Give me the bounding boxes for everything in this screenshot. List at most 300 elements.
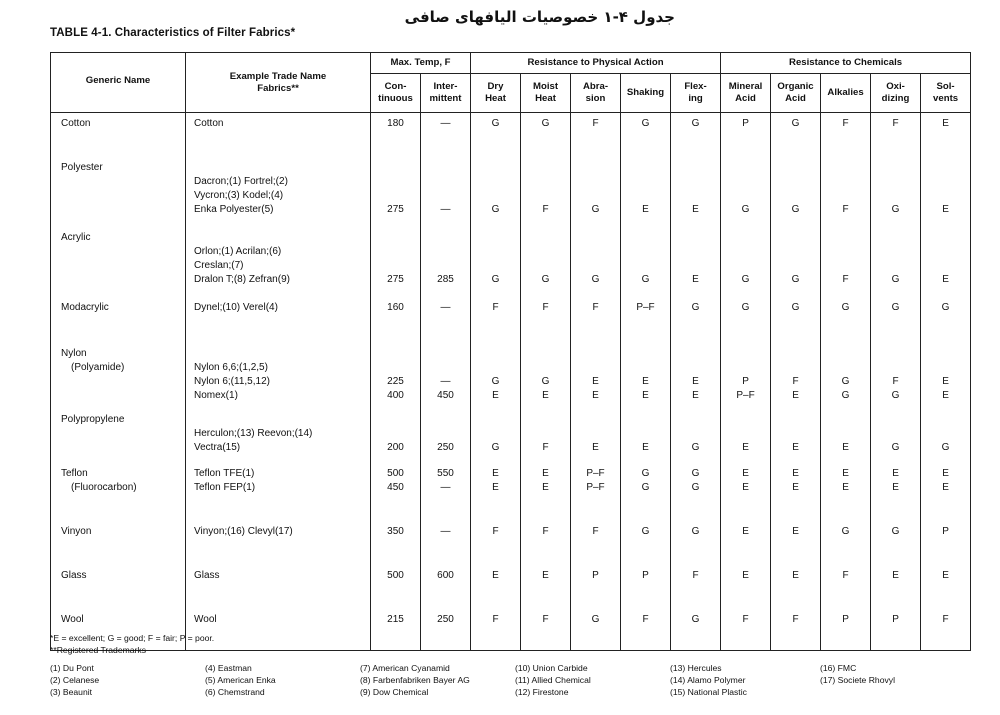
rating-value: G bbox=[891, 301, 900, 313]
rating-value: E bbox=[542, 467, 549, 479]
rating-value: E bbox=[892, 481, 899, 493]
rating-value: F bbox=[592, 301, 599, 313]
reference-item: (11) Allied Chemical bbox=[515, 675, 591, 685]
rating-cell bbox=[421, 521, 471, 565]
rating-cell bbox=[671, 565, 721, 609]
table-row bbox=[51, 565, 971, 609]
reference-column bbox=[820, 662, 895, 686]
rating-value: E bbox=[942, 481, 949, 493]
rating-value: F bbox=[742, 613, 749, 625]
rating-cell bbox=[871, 463, 921, 521]
trade-name: Nylon 6;(11,5,12) bbox=[194, 375, 270, 387]
table-row bbox=[51, 113, 971, 157]
reference-item: (14) Alamo Polymer bbox=[670, 675, 746, 685]
rating-value: E bbox=[642, 389, 649, 401]
trade-name: Nomex(1) bbox=[194, 389, 238, 401]
rating-cell bbox=[621, 157, 671, 227]
rating-value: G bbox=[841, 525, 850, 537]
rating-value: E bbox=[792, 441, 799, 453]
header-generic-name: Generic Name bbox=[51, 53, 186, 113]
trade-name-cell bbox=[186, 297, 371, 343]
rating-cell bbox=[371, 409, 421, 463]
rating-value: 450 bbox=[437, 389, 454, 401]
rating-value: F bbox=[692, 569, 699, 581]
rating-value: G bbox=[691, 613, 700, 625]
rating-value: 500 bbox=[387, 569, 404, 581]
rating-value: G bbox=[691, 441, 700, 453]
rating-value: F bbox=[492, 525, 499, 537]
rating-value: E bbox=[942, 375, 949, 387]
rating-value: G bbox=[841, 375, 850, 387]
generic-name: (Polyamide) bbox=[71, 361, 125, 373]
rating-value: F bbox=[792, 375, 799, 387]
rating-value: E bbox=[492, 389, 499, 401]
rating-cell bbox=[921, 227, 971, 297]
trade-name: Wool bbox=[194, 613, 217, 625]
rating-value: — bbox=[440, 203, 451, 215]
rating-value: P–F bbox=[736, 389, 755, 401]
rating-value: G bbox=[691, 118, 700, 129]
rating-cell bbox=[921, 157, 971, 227]
header-col: Dry Heat bbox=[471, 74, 521, 113]
generic-name-cell bbox=[51, 157, 186, 227]
rating-cell bbox=[471, 297, 521, 343]
rating-value: E bbox=[792, 569, 799, 581]
rating-cell bbox=[571, 409, 621, 463]
table-row bbox=[51, 609, 971, 651]
generic-name-cell bbox=[51, 565, 186, 609]
rating-value: P–F bbox=[636, 301, 655, 313]
rating-value: P bbox=[742, 118, 749, 129]
rating-cell bbox=[871, 113, 921, 157]
generic-name: Vinyon bbox=[61, 525, 92, 537]
rating-value: E bbox=[492, 569, 499, 581]
rating-cell bbox=[571, 343, 621, 409]
rating-value: 500 bbox=[387, 467, 404, 479]
rating-cell bbox=[721, 113, 771, 157]
header-col: Shaking bbox=[621, 74, 671, 113]
rating-value: G bbox=[741, 203, 750, 215]
rating-cell bbox=[471, 609, 521, 651]
reference-item: (1) Du Pont bbox=[50, 663, 94, 673]
rating-value: E bbox=[592, 389, 599, 401]
header-col: Alkalies bbox=[821, 74, 871, 113]
rating-cell bbox=[471, 227, 521, 297]
trade-name: Dralon T;(8) Zefran(9) bbox=[194, 273, 290, 285]
rating-cell bbox=[671, 297, 721, 343]
rating-value: F bbox=[542, 525, 549, 537]
rating-cell bbox=[571, 463, 621, 521]
rating-cell bbox=[871, 409, 921, 463]
rating-cell bbox=[521, 521, 571, 565]
rating-value: E bbox=[592, 441, 599, 453]
generic-name-cell bbox=[51, 521, 186, 565]
rating-value: P bbox=[942, 525, 949, 537]
reference-item: (4) Eastman bbox=[205, 663, 252, 673]
rating-value: F bbox=[542, 441, 549, 453]
rating-value: P bbox=[642, 569, 649, 581]
generic-name: Glass bbox=[61, 569, 87, 581]
rating-cell bbox=[571, 609, 621, 651]
rating-value: G bbox=[691, 467, 700, 479]
rating-value: E bbox=[742, 467, 749, 479]
trade-name: Dacron;(1) Fortrel;(2) bbox=[194, 175, 288, 187]
trade-name: Vectra(15) bbox=[194, 441, 241, 453]
rating-value: E bbox=[892, 467, 899, 479]
rating-cell bbox=[921, 113, 971, 157]
rating-value: G bbox=[891, 203, 900, 215]
trade-name-cell bbox=[186, 521, 371, 565]
rating-value: E bbox=[742, 525, 749, 537]
trade-name-cell bbox=[186, 609, 371, 651]
rating-cell bbox=[421, 609, 471, 651]
trade-name-cell bbox=[186, 565, 371, 609]
rating-value: G bbox=[791, 273, 800, 285]
rating-value: E bbox=[692, 273, 699, 285]
trade-name-cell bbox=[186, 343, 371, 409]
rating-cell bbox=[371, 113, 421, 157]
rating-cell bbox=[721, 463, 771, 521]
header-max-temp: Max. Temp, F bbox=[371, 53, 471, 74]
generic-name-cell bbox=[51, 113, 186, 157]
rating-cell bbox=[621, 565, 671, 609]
rating-value: G bbox=[691, 301, 700, 313]
trade-name: Glass bbox=[194, 569, 220, 581]
table-row bbox=[51, 227, 971, 297]
rating-cell bbox=[671, 227, 721, 297]
rating-cell bbox=[871, 343, 921, 409]
header-col: Organic Acid bbox=[771, 74, 821, 113]
generic-name: Cotton bbox=[61, 118, 91, 129]
rating-cell bbox=[771, 227, 821, 297]
rating-value: 180 bbox=[387, 118, 404, 129]
rating-cell bbox=[421, 113, 471, 157]
rating-cell bbox=[421, 227, 471, 297]
generic-name: Nylon bbox=[61, 347, 87, 359]
reference-item: (16) FMC bbox=[820, 663, 857, 673]
rating-cell bbox=[821, 463, 871, 521]
rating-value: 600 bbox=[437, 569, 454, 581]
generic-name: Wool bbox=[61, 613, 84, 625]
rating-value: G bbox=[541, 375, 550, 387]
generic-name: Polyester bbox=[61, 161, 103, 173]
rating-value: G bbox=[741, 301, 750, 313]
trademark-references bbox=[50, 662, 970, 702]
rating-value: G bbox=[891, 273, 900, 285]
rating-cell bbox=[821, 565, 871, 609]
reference-column bbox=[205, 662, 276, 698]
arabic-title: جدول ۴-۱ خصوصیات الیافهای صافی bbox=[404, 8, 675, 26]
rating-value: G bbox=[641, 273, 650, 285]
header-chemical-resistance: Resistance to Chemicals bbox=[721, 53, 971, 74]
rating-value: G bbox=[691, 481, 700, 493]
generic-name: (Fluorocarbon) bbox=[71, 481, 137, 493]
rating-value: G bbox=[891, 441, 900, 453]
rating-cell bbox=[721, 227, 771, 297]
footnote-registered-trademarks: **Registered Trademarks bbox=[50, 645, 147, 655]
rating-cell bbox=[771, 343, 821, 409]
generic-name-cell bbox=[51, 227, 186, 297]
rating-cell bbox=[821, 521, 871, 565]
rating-value: E bbox=[742, 481, 749, 493]
rating-cell bbox=[521, 609, 571, 651]
rating-value: 160 bbox=[387, 301, 404, 313]
rating-value: G bbox=[641, 525, 650, 537]
table-row bbox=[51, 297, 971, 343]
rating-value: E bbox=[842, 481, 849, 493]
rating-value: E bbox=[642, 441, 649, 453]
rating-value: G bbox=[491, 203, 500, 215]
rating-cell bbox=[521, 227, 571, 297]
rating-value: E bbox=[592, 375, 599, 387]
rating-value: G bbox=[491, 375, 500, 387]
rating-value: E bbox=[742, 441, 749, 453]
reference-item: (10) Union Carbide bbox=[515, 663, 588, 673]
rating-cell bbox=[771, 409, 821, 463]
rating-value: — bbox=[440, 118, 451, 129]
rating-cell bbox=[571, 113, 621, 157]
rating-cell bbox=[521, 113, 571, 157]
generic-name-cell bbox=[51, 297, 186, 343]
rating-value: P bbox=[842, 613, 849, 625]
rating-cell bbox=[771, 609, 821, 651]
trade-name: Vinyon;(16) Clevyl(17) bbox=[194, 525, 293, 537]
rating-cell bbox=[471, 157, 521, 227]
rating-value: G bbox=[891, 525, 900, 537]
reference-item: (13) Hercules bbox=[670, 663, 722, 673]
rating-cell bbox=[921, 343, 971, 409]
generic-name-cell bbox=[51, 463, 186, 521]
rating-cell bbox=[521, 409, 571, 463]
rating-value: F bbox=[592, 525, 599, 537]
rating-cell bbox=[721, 521, 771, 565]
rating-value: E bbox=[542, 569, 549, 581]
rating-value: F bbox=[642, 613, 649, 625]
rating-cell bbox=[421, 157, 471, 227]
header-col: Moist Heat bbox=[521, 74, 571, 113]
rating-cell bbox=[871, 565, 921, 609]
trade-name: Vycron;(3) Kodel;(4) bbox=[194, 189, 284, 201]
rating-cell bbox=[671, 463, 721, 521]
trade-name: Nylon 6,6;(1,2,5) bbox=[194, 361, 268, 373]
header-physical-resistance: Resistance to Physical Action bbox=[471, 53, 721, 74]
rating-value: 250 bbox=[437, 441, 454, 453]
reference-item: (12) Firestone bbox=[515, 687, 569, 697]
rating-value: E bbox=[942, 569, 949, 581]
rating-value: E bbox=[542, 389, 549, 401]
rating-cell bbox=[571, 565, 621, 609]
rating-value: E bbox=[642, 203, 649, 215]
rating-cell bbox=[921, 463, 971, 521]
rating-cell bbox=[471, 521, 521, 565]
reference-column bbox=[50, 662, 99, 698]
reference-column bbox=[515, 662, 591, 698]
rating-cell bbox=[671, 409, 721, 463]
rating-value: 350 bbox=[387, 525, 404, 537]
rating-value: E bbox=[692, 203, 699, 215]
rating-value: G bbox=[491, 118, 500, 129]
header-col: Sol- vents bbox=[921, 74, 971, 113]
rating-cell bbox=[871, 157, 921, 227]
rating-cell bbox=[471, 463, 521, 521]
rating-cell bbox=[421, 463, 471, 521]
rating-value: E bbox=[692, 389, 699, 401]
rating-value: F bbox=[492, 613, 499, 625]
rating-value: E bbox=[542, 481, 549, 493]
rating-value: G bbox=[691, 525, 700, 537]
trade-name: Teflon TFE(1) bbox=[194, 467, 255, 479]
rating-value: F bbox=[892, 118, 899, 129]
generic-name: Polypropylene bbox=[61, 413, 125, 425]
rating-value: P bbox=[742, 375, 749, 387]
rating-value: F bbox=[842, 118, 849, 129]
rating-cell bbox=[771, 463, 821, 521]
rating-cell bbox=[421, 297, 471, 343]
rating-cell bbox=[621, 343, 671, 409]
table-row bbox=[51, 521, 971, 565]
rating-value: G bbox=[491, 441, 500, 453]
trade-name: Creslan;(7) bbox=[194, 259, 244, 271]
rating-value: G bbox=[541, 118, 550, 129]
trade-name-cell bbox=[186, 409, 371, 463]
header-col: Oxi- dizing bbox=[871, 74, 921, 113]
rating-value: F bbox=[592, 118, 599, 129]
rating-cell bbox=[721, 343, 771, 409]
rating-value: G bbox=[941, 301, 950, 313]
rating-cell bbox=[921, 609, 971, 651]
rating-value: P bbox=[592, 569, 599, 581]
rating-cell bbox=[521, 343, 571, 409]
rating-cell bbox=[571, 521, 621, 565]
rating-value: 275 bbox=[387, 273, 404, 285]
rating-value: G bbox=[641, 118, 650, 129]
rating-cell bbox=[571, 297, 621, 343]
rating-value: F bbox=[542, 613, 549, 625]
rating-cell bbox=[771, 521, 821, 565]
table-row bbox=[51, 157, 971, 227]
rating-cell bbox=[371, 343, 421, 409]
header-col: Inter- mittent bbox=[421, 74, 471, 113]
rating-value: G bbox=[791, 118, 800, 129]
generic-name: Teflon bbox=[61, 467, 88, 479]
rating-value: 285 bbox=[437, 273, 454, 285]
rating-cell bbox=[721, 565, 771, 609]
generic-name-cell bbox=[51, 343, 186, 409]
rating-cell bbox=[421, 343, 471, 409]
rating-value: E bbox=[792, 525, 799, 537]
rating-cell bbox=[671, 521, 721, 565]
rating-value: E bbox=[742, 569, 749, 581]
rating-value: E bbox=[642, 375, 649, 387]
generic-name: Modacrylic bbox=[61, 301, 109, 313]
rating-value: E bbox=[792, 481, 799, 493]
rating-cell bbox=[771, 297, 821, 343]
rating-value: F bbox=[942, 613, 949, 625]
header-col: Abra- sion bbox=[571, 74, 621, 113]
trade-name-cell bbox=[186, 157, 371, 227]
rating-cell bbox=[371, 565, 421, 609]
trade-name-cell bbox=[186, 463, 371, 521]
rating-value: E bbox=[842, 467, 849, 479]
rating-value: E bbox=[942, 203, 949, 215]
rating-cell bbox=[871, 297, 921, 343]
rating-value: F bbox=[892, 375, 899, 387]
trade-name-cell bbox=[186, 113, 371, 157]
reference-item: (15) National Plastic bbox=[670, 687, 747, 697]
reference-column bbox=[670, 662, 747, 698]
rating-cell bbox=[521, 565, 571, 609]
reference-item: (9) Dow Chemical bbox=[360, 687, 429, 697]
rating-cell bbox=[521, 297, 571, 343]
filter-fabrics-table bbox=[50, 52, 971, 651]
rating-value: F bbox=[492, 301, 499, 313]
rating-cell bbox=[671, 113, 721, 157]
rating-cell bbox=[771, 565, 821, 609]
rating-value: F bbox=[842, 203, 849, 215]
rating-value: P bbox=[892, 613, 899, 625]
rating-cell bbox=[421, 409, 471, 463]
reference-item: (2) Celanese bbox=[50, 675, 100, 685]
rating-cell bbox=[821, 297, 871, 343]
rating-value: 225 bbox=[387, 375, 404, 387]
rating-value: G bbox=[841, 389, 850, 401]
rating-value: E bbox=[942, 273, 949, 285]
rating-cell bbox=[771, 113, 821, 157]
table-row bbox=[51, 463, 971, 521]
rating-cell bbox=[671, 609, 721, 651]
header-col: Con- tinuous bbox=[371, 74, 421, 113]
rating-value: — bbox=[440, 481, 451, 493]
rating-cell bbox=[721, 409, 771, 463]
generic-name-cell bbox=[51, 409, 186, 463]
rating-cell bbox=[821, 113, 871, 157]
rating-value: E bbox=[792, 389, 799, 401]
table-title: TABLE 4-1. Characteristics of Filter Fabrics* bbox=[50, 27, 296, 39]
rating-value: E bbox=[492, 467, 499, 479]
generic-name: Acrylic bbox=[61, 231, 91, 243]
rating-cell bbox=[621, 521, 671, 565]
rating-cell bbox=[421, 565, 471, 609]
rating-cell bbox=[471, 565, 521, 609]
rating-value: G bbox=[741, 273, 750, 285]
rating-value: 250 bbox=[437, 613, 454, 625]
rating-value: 275 bbox=[387, 203, 404, 215]
rating-cell bbox=[671, 157, 721, 227]
rating-cell bbox=[871, 609, 921, 651]
rating-value: E bbox=[842, 441, 849, 453]
trade-name: Teflon FEP(1) bbox=[194, 481, 256, 493]
rating-cell bbox=[621, 463, 671, 521]
rating-cell bbox=[921, 409, 971, 463]
rating-value: F bbox=[542, 301, 549, 313]
trade-name: Orlon;(1) Acrilan;(6) bbox=[194, 245, 282, 257]
rating-value: P–F bbox=[586, 467, 605, 479]
rating-value: G bbox=[791, 203, 800, 215]
header-trade-name: Example Trade Name Fabrics** bbox=[186, 53, 371, 113]
rating-value: P–F bbox=[586, 481, 605, 493]
reference-item: (5) American Enka bbox=[205, 675, 276, 685]
rating-cell bbox=[821, 343, 871, 409]
rating-value: E bbox=[792, 467, 799, 479]
trade-name-cell bbox=[186, 227, 371, 297]
rating-cell bbox=[821, 609, 871, 651]
rating-value: G bbox=[641, 481, 650, 493]
reference-item: (8) Farbenfabriken Bayer AG bbox=[360, 675, 470, 685]
rating-value: F bbox=[542, 203, 549, 215]
rating-cell bbox=[621, 609, 671, 651]
rating-value: — bbox=[440, 301, 451, 313]
rating-cell bbox=[571, 157, 621, 227]
